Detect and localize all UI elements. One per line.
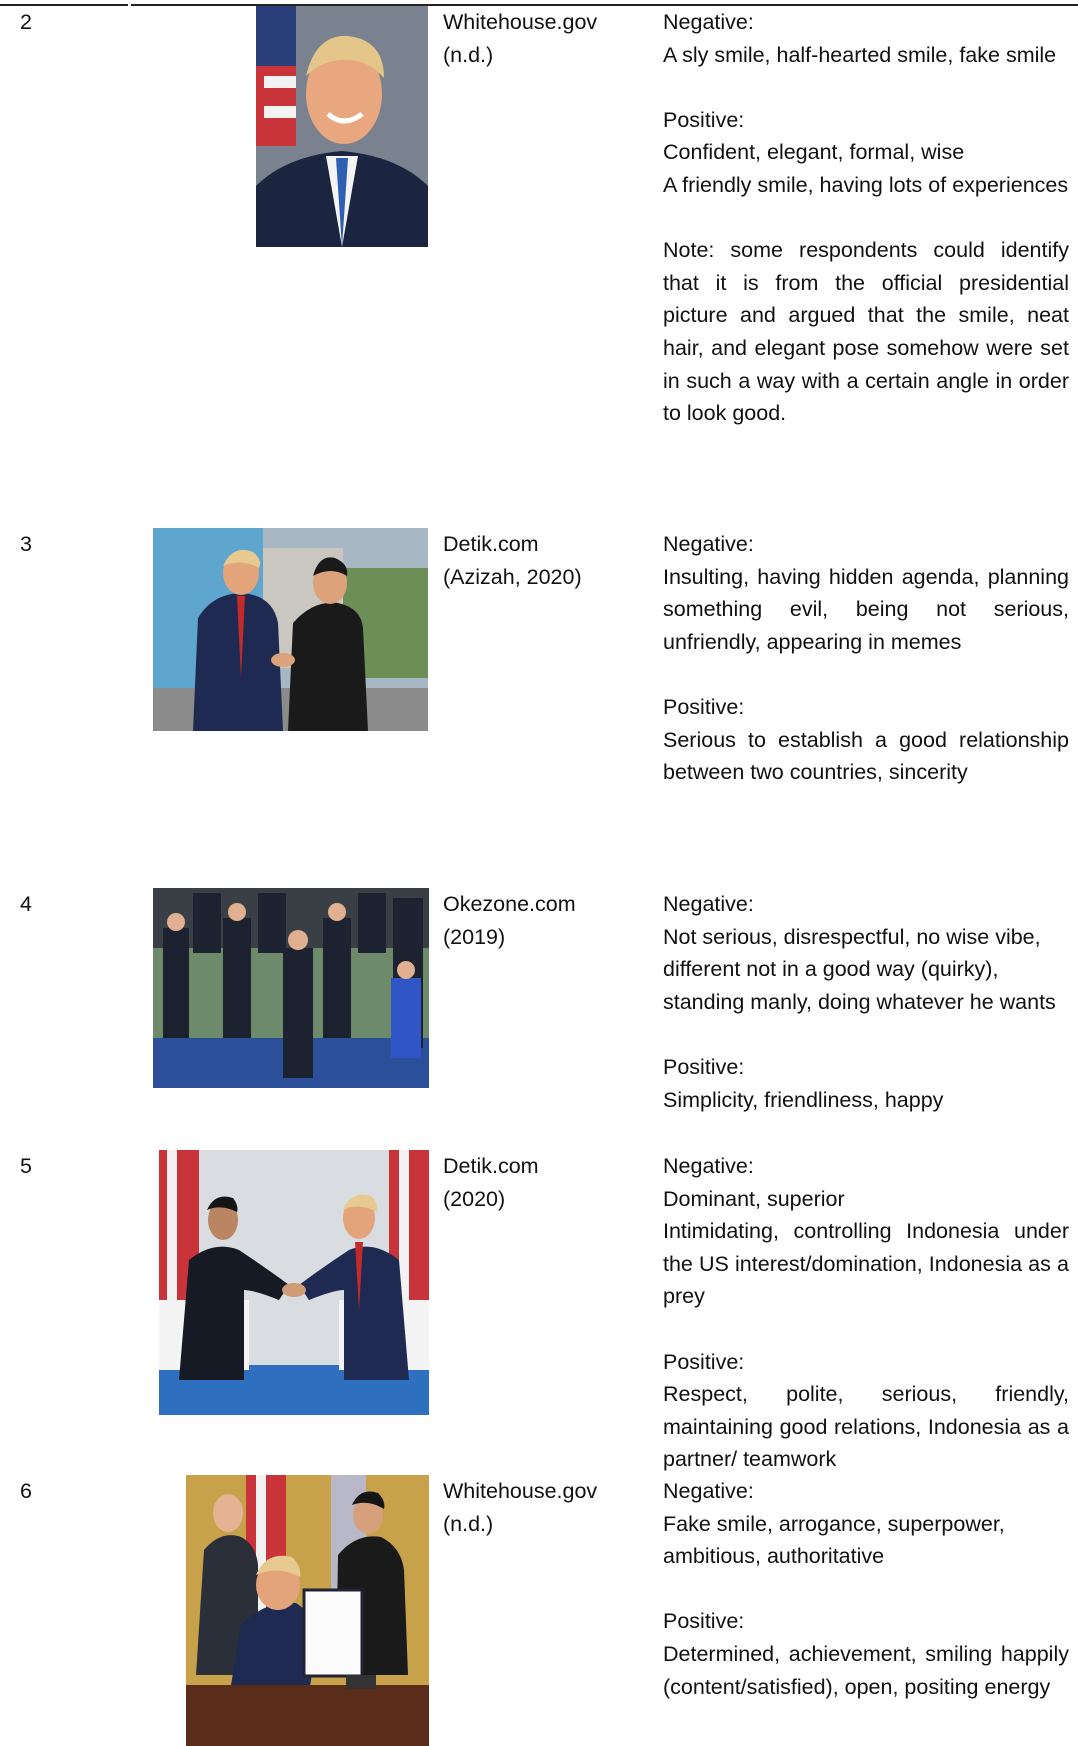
positive-text: Determined, achievement, smiling happily (content/satisfied), open, positing energy [663,1641,1069,1699]
source-citation: Detik.com (Azizah, 2020) [443,532,582,589]
positive-text: Respect, polite, serious, friendly, maintaining good relations, Indonesia as a partner/ teamwork [663,1382,1069,1472]
positive-heading: Positive: [663,1609,745,1634]
portrait-photo [256,6,428,247]
note-text: Note: some respondents could identify that it is from the official presidential picture and argued that the smile, neat hair, and elegant pose somehow were set in such a way with a certain angle in order to look good. [663,238,1069,426]
negative-heading: Negative: [663,892,754,916]
group-photo [153,888,429,1088]
negative-text: A sly smile, half-hearted smile, fake smile [663,42,1057,67]
negative-text: Not serious, disrespectful, no wise vibe, different not in a good way (quirky), standing manly, doing whatever he wants [663,924,1056,1014]
row-number: 5 [20,1154,32,1178]
negative-text: Insulting, having hidden agenda, planning something evil, being not serious, unfriendly, appearing in memes [663,564,1069,654]
row-number: 3 [20,532,32,556]
positive-text: Simplicity, friendliness, happy [663,1087,944,1112]
negative-text: Dominant, superior [663,1186,845,1211]
meeting-photo [159,1150,429,1415]
source-citation: Detik.com (2020) [443,1154,539,1211]
positive-heading: Positive: [663,107,745,132]
negative-heading: Negative: [663,532,754,556]
perception-description [663,1475,1069,1703]
row-number: 6 [20,1479,32,1503]
positive-heading: Positive: [663,694,745,719]
negative-heading: Negative: [663,10,754,34]
perception-description [663,1150,1069,1476]
positive-text: Confident, elegant, formal, wise [663,140,965,165]
perception-description [663,528,1069,789]
row-number: 2 [20,10,32,34]
source-citation: Whitehouse.gov (n.d.) [443,1479,598,1536]
perception-description [663,6,1069,430]
row-number: 4 [20,892,32,916]
negative-heading: Negative: [663,1479,754,1503]
handshake-photo [153,528,428,731]
signing-photo [186,1475,429,1746]
source-citation: Whitehouse.gov (n.d.) [443,10,598,67]
negative-text: Fake smile, arrogance, superpower, ambitious, authoritative [663,1511,1005,1569]
negative-heading: Negative: [663,1154,754,1178]
negative-text: Intimidating, controlling Indonesia under the US interest/domination, Indonesia as a prey [663,1219,1069,1309]
positive-text: A friendly smile, having lots of experiences [663,172,1069,197]
perception-description [663,888,1069,1116]
positive-heading: Positive: [663,1349,745,1374]
source-citation: Okezone.com (2019) [443,892,576,949]
positive-heading: Positive: [663,1054,745,1079]
positive-text: Serious to establish a good relationship between two countries, sincerity [663,727,1069,785]
